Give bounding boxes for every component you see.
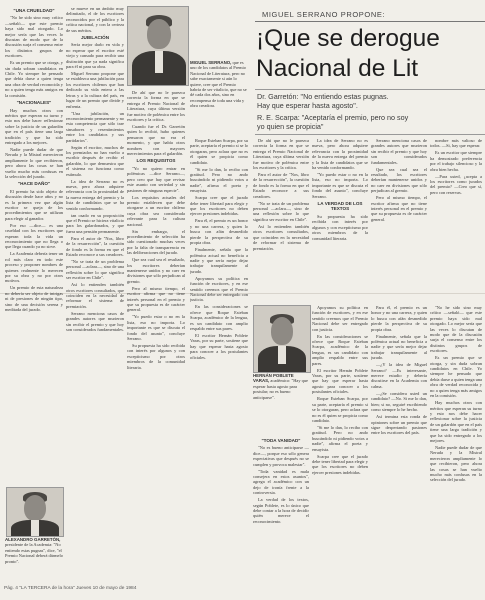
caption-name: HERNÁN POBLETE VARAS, [253, 373, 294, 384]
paragraph: Pero al mismo tiempo, el escritor afirma que no tiene interés personal en el premio y que su propuesta es de carácter general. [371, 195, 427, 222]
deck-line: R. E. Scarpa: "Aceptaría el premio, pero no soy [257, 114, 409, 122]
photo-poblete [253, 305, 311, 373]
column-12 [430, 305, 482, 584]
headline-line-2: Nacional de Lit [256, 55, 419, 82]
paragraph: Su propuesta ha sido recibida con interés por algunos y con escepticismo por otros miembros de la comunidad literaria. [312, 213, 368, 241]
paragraph: De ahí que no le parezca correcta la forma en que se entrega el Premio Nacional de Literatura, cuya última versión fue motivo de polémica entre los escritores y la crítica. [127, 90, 185, 123]
deck-line: Hay que esperar hasta agosto". [257, 100, 358, 110]
paragraph: En las consideraciones se ofrece que Roque Esteban Scarpa, académico de la lengua, es un candidato con amplio respaldo entre sus pares. [312, 333, 368, 366]
paragraph: Es un premio que se otorga, y sin duda sobran candidatos en Chile. Yo siempre he pensado que debía darse a quien tenga una obra de verdad reconocida y no a quien tenga más amigos en la comisión. [5, 60, 63, 98]
paragraph: Scarpa cree que el jurado debe tener libertad para elegir y que los escritores no deben ejercer presiones indebidas. [312, 453, 368, 475]
headline-line-1: ¡Que se derogue [256, 25, 440, 52]
paragraph: "No he sido sino muy crítico —señaló— que este premio haya sido mal otorgado. Lo mejor sería que las veces lo discutan de modo que de la discusión surja el consenso entre los distintos grupos de escritores. [430, 305, 482, 354]
deck-scarpa [257, 114, 485, 132]
paragraph: Para él, el premio es un honor y no una carrera, y quien lo busca con afán desmedido pierde la perspectiva de su propia obra. [371, 305, 427, 332]
paragraph: "Toda vanidad es mala consejera en estos asuntos", agrega el académico con un dejo de ironía frente a la controversia. [253, 468, 309, 496]
paragraph: Que sea cual sea el resultado, los escritores deberían mantenerse unidos y no caer en divisiones que sólo perjudican al gremio. [127, 257, 185, 284]
paragraph: El premio ha sido objeto de discusión desde hace años y no es la primera vez que algún escritor se queja de los procedimientos que se utilizan para elegir al ganador. [5, 188, 63, 221]
paragraph: Serrano menciona casos de grandes autores que murieron sin recibir el premio y que hoy son considerados fundamentales. [371, 138, 427, 165]
paragraph: Su propuesta ha sido recibida con interés por algunos y con escepticismo por otros miembros de la comunidad literaria. [127, 343, 185, 370]
column-7 [371, 138, 427, 298]
paragraph: La idea de Serrano no es nueva, pero ahora adquiere relevancia con la proximidad de la nueva entrega del premio y la lista de candidatos que se ha venido conformando. [312, 138, 368, 171]
paragraph: Finalmente, señala que la polémica actual no beneficia a nadie y que sería mejor dejar trabajar tranquilamente al jurado. [190, 247, 248, 274]
paragraph: "No se trata de un problema personal —aclara—, sino de una reflexión sobre lo que significa ser escritor en Chile". [253, 200, 309, 222]
paragraph: Según el escritor, muchos de los premiados no han vuelto a escribir después de recibir el galardón, lo que demuestra que el sistema no funciona como estímulo. [66, 144, 124, 177]
paragraph: De ahí que no le parezca correcta la forma en que se entrega el Premio Nacional de Literatura, cuya última versión fue motivo de polémica entre los escritores y la crítica. [253, 138, 309, 171]
column-8 [430, 138, 482, 298]
subhead-f: "TODA VANIDAD" [261, 438, 301, 443]
caption-poblete [253, 373, 309, 433]
divider [255, 134, 485, 135]
caption-text: que es uno de los candidatos al Premio Nacional de Literatura, pero no sabe exactamente si aún lo quiere, cree que el Premio habría de ser vitalicio, que no se dé cada dos años, sino en recompensa de toda una vida y obra creadora. [190, 60, 247, 109]
paragraph: se mueve en un ámbito muy delimitado, el de los escritores reconocidos por el público y la crítica nacional, y con la certeza de sus méritos. [66, 6, 124, 33]
paragraph: nombre más valioso de todos. —Si, hay que esperar. [430, 138, 482, 149]
deck-garreton [257, 93, 485, 111]
paragraph: —¿Se considera usted un candidato? —No. Si me lo dan, bien; si no, seguiré escribiendo como siempre lo he hecho. [371, 390, 427, 413]
paragraph: "Una jubilación, un reconocimiento permanente y no esta competencia que sólo trae sinsabores y resentimientos entre los candidatos y sus partidarios". [66, 110, 124, 143]
paragraph: tan osado en su proposición que el Premio se hiciera vitalicio para los galardonados, y que fuera una pensión permanente. [66, 212, 124, 234]
column-1 [5, 6, 63, 486]
column-4 [190, 138, 248, 584]
paragraph: "No se trata de un problema personal —aclara—, sino de una reflexión sobre lo que significa ser escritor en Chile". [66, 259, 124, 281]
paragraph: —Para usted, ¿acepta a los escritores como jurados del premio? —Creo que sí, pero con reservas. [430, 173, 482, 195]
paragraph: Por eso —dice— es una crueldad con los escritores que esperan toda la vida un reconocimiento que no llega o que llega cuando ya no sirve. [5, 222, 63, 250]
paragraph: Scarpa cree que el jurado debe tener libertad para elegir y que los escritores no deben ejercer presiones indebidas. [190, 195, 248, 217]
deck-line: yo quien se propicia" [257, 121, 324, 131]
paragraph: Para el autor de "Nos, libro de la resurrección", la cuestión de fondo es la forma en que el Estado reconoce a sus creadores. [66, 235, 124, 258]
paragraph: Roque Esteban Scarpa, por su parte, aceptaría el premio si se lo otorgaran, pero aclara que no es él quien se propicia como candidato. [190, 138, 248, 165]
column-9 [253, 436, 309, 584]
paragraph: Es un escritor que siempre ha demostrado preferencia por el trabajo silencioso y la obra bien hecha. [430, 150, 482, 172]
paragraph: "Yo puedo estar o no en la lista, eso no importa. Lo importante es que se discuta el fondo del asunto", concluye Serrano. [312, 172, 368, 199]
headline [256, 24, 485, 86]
subhead-e: LOS REQUISITOS [136, 158, 176, 164]
paragraph: Miguel Serrano propone que se establezca una jubilación para los escritores chilenos que han dedicado su vida entera a las letras y a la cultura del país, en lugar de un premio que divide y enfrenta. [66, 71, 124, 109]
paragraph: "No es bueno anticiparse —dice—, porque eso sólo genera expectativas que después no se cumplen y provoca malestar". [253, 445, 309, 467]
paragraph: El escritor Hernán Poblete Varas, por su parte, sostiene que hay que esperar hasta agosto para conocer a los postulantes oficiales. [190, 332, 248, 360]
column-6 [312, 138, 368, 298]
subhead-a: "UNA CRUELDAD" [13, 8, 55, 13]
paragraph: En las consideraciones se ofrece que Roque Esteban Scarpa, académico de la lengua, es un candidato con amplio respaldo entre sus pares. [190, 304, 248, 331]
paragraph: La Academia debería tener un rol más claro en todo este proceso y proponer nombres de quienes realmente lo merecen por su obra y no por otros motivos. [5, 251, 63, 284]
subhead-d: JUBILACIÓN [80, 35, 110, 41]
paragraph: Es un premio que se otorga, y sin duda sobran candidatos en Chile. Yo siempre he pensado que debía darse a quien tenga una obra de verdad reconocida y no a quien tenga más amigos en la comisión. [430, 355, 482, 399]
paragraph: Finalmente, señala que la polémica actual no beneficia a nadie y que sería mejor dejar trabajar tranquilamente al jurado. [371, 333, 427, 361]
photo-serrano [127, 6, 189, 86]
caption-name: ALEXANDRO GARRETÓN, [5, 537, 61, 542]
paragraph: Así lo entienden también otros escritores consultados, que coinciden en la necesidad de reformar el sistema de premiación. [253, 223, 309, 251]
column-5 [253, 138, 309, 298]
column-10 [312, 305, 368, 584]
paragraph: "Si me lo dan, lo recibo con gratitud. Pero no ando buscándolo ni pidiendo votos a nadie", afirma el poeta y ensayista. [312, 424, 368, 452]
paragraph: Nadie puede dudar de que Neruda y la Mistral merecieron ampliamente lo que recibieron, pero ahora las cosas se han vuelto mucho más confusas en la selección del jurado. [430, 444, 482, 483]
divider [255, 89, 485, 90]
subhead-g: LA VERDAD DE LOS TEXTOS [317, 201, 363, 212]
paragraph: Así lo entienden también otros escritores consultados, que coinciden en la necesidad de reformar el sistema de premiación. [66, 282, 124, 309]
column-2 [66, 6, 124, 584]
column-3 [127, 90, 185, 584]
paragraph: La idea de Serrano no es nueva, pero ahora adquiere relevancia con la proximidad de la nueva entrega del premio y la lista de candidatos que se ha venido conformando. [66, 178, 124, 211]
divider [255, 21, 485, 22]
paragraph: Así termina esta ronda de opiniones sobre un premio que sigue despertando pasiones entre los escritores del país. [371, 414, 427, 436]
caption-garreton [5, 537, 63, 583]
subhead-b: "NACIONALES" [16, 100, 52, 106]
page-footer: Pág. 4 "LA TERCERA de la hora" Jueves 10 de mayo de 1984 [4, 586, 137, 591]
caption-serrano [190, 60, 248, 134]
deck-line: Dr. Garretón: "No entiendo estas pugnas. [257, 93, 389, 101]
caption-text: presidente de la Academia: "No entiendo estas pugnas", dice, "el Premio Nacional deberá dármelo pronto". [5, 542, 63, 564]
paragraph: Que sea cual sea el resultado, los escritores deberían mantenerse unidos y no caer en divisiones que sólo perjudican al gremio. [371, 166, 427, 194]
paragraph: Cuando fue el Dr. Garretón quien lo recibió, hubo quienes pensaron que no era el momento, y que había otros nombres con mayores merecimientos para el galardón. [127, 124, 185, 157]
paragraph: Hay muchos otros con méritos que esperan su turno y esto nos debe hacer reflexionar sobre la justicia de un galardón que en el país tiene una larga tradición y que ha sido entregado a los mejores. [5, 107, 63, 145]
paragraph: Nadie puede dudar de que Neruda y la Mistral merecieron ampliamente lo que recibieron, pero ahora las cosas se han vuelto mucho más confusas en la selección del jurado. [5, 146, 63, 179]
paragraph: Apoyamos su política en función de escritores, y en ese sentido creemos que el Premio Nacional debe ser entregado con justicia. [312, 305, 368, 332]
paragraph: Los requisitos actuales del premio establecen que debe otorgarse a un escritor chileno cuya obra sea considerada relevante para la cultura nacional. [127, 194, 185, 227]
paragraph: —¿Y la idea de Miguel Serrano? —Es interesante, merece estudio y debería discutirse en la Academia con calma. [371, 362, 427, 389]
subhead-c: "HACE DAÑO" [17, 181, 51, 187]
paragraph: "Yo no quiero entrar en polémicas —dice Serrano—, pero creo que hay que revisar este asunto con seriedad y sin pasiones de ninguna especie". [127, 165, 185, 193]
paragraph: "Si me lo dan, lo recibo con gratitud. Pero no ando buscándolo ni pidiendo votos a nadie", afirma el poeta y ensayista. [190, 166, 248, 194]
kicker: MIGUEL SERRANO PROPONE: [262, 10, 386, 19]
photo-garreton [6, 487, 64, 537]
paragraph: Para él, el premio es un honor y no una carrera, y quien lo busca con afán desmedido pierde la perspectiva de su propia obra. [190, 218, 248, 246]
paragraph: Apoyamos su política en función de escritores, y en ese sentido creemos que el Premio Nacional debe ser entregado con justicia. [190, 275, 248, 303]
paragraph: El escritor Hernán Poblete Varas, por su parte, sostiene que hay que esperar hasta agosto para conocer a los postulantes oficiales. [312, 367, 368, 395]
paragraph: Pero al mismo tiempo, el escritor afirma que no tiene interés personal en el premio y que su propuesta es de carácter general. [127, 285, 185, 313]
paragraph: Hay muchos otros con méritos que esperan su turno y esto nos debe hacer reflexionar sobre la justicia de un galardón que en el país tiene una larga tradición y que ha sido entregado a los mejores. [430, 400, 482, 443]
paragraph: Para el autor de "Nos, libro de la resurrección", la cuestión de fondo es la forma en que el Estado reconoce a sus creadores. [253, 172, 309, 199]
caption-name: MIGUEL SERRANO, [190, 60, 232, 65]
paragraph: "Yo puedo estar o no en la lista, eso no importa. Lo importante es que se discuta el fondo del asunto", concluye Serrano. [127, 314, 185, 342]
paragraph: Roque Esteban Scarpa, por su parte, aceptaría el premio si se lo otorgaran, pero aclara que no es él quien se propicia como candidato. [312, 396, 368, 423]
paragraph: Un premio de esta naturaleza no debería ser objeto de intrigas ni de presiones de ningún tipo, sino de una decisión serena y meditada del jurado. [5, 285, 63, 313]
paragraph: Sería mejor darlo en vida y no esperar que el escritor esté viejo y cansado para recibir una distinción que ya nada significa para él ni para su obra. [66, 42, 124, 70]
paragraph: "No he sido sino muy crítico —señaló— que este premio haya sido mal otorgado. Lo mejor sería que las veces lo discutan de modo que de la discusión surja el consenso entre los distintos grupos de escritores. [5, 15, 63, 59]
paragraph: Serrano menciona casos de grandes autores que murieron sin recibir el premio y que hoy son considerados fundamentales. [66, 310, 124, 333]
caption-text: académico: "Hay que esperar hasta agosto para postular; no es bueno anticiparse". [253, 378, 309, 400]
column-11 [371, 305, 427, 584]
paragraph: La verdad de los textos, según Poblete, es lo único que debe contar a la hora de decidir quién merece el reconocimiento. [253, 497, 309, 524]
paragraph: Sin embargo, el procedimiento de selección ha sido cuestionado muchas veces por la falta de transparencia en las deliberaciones del jurado. [127, 228, 185, 256]
